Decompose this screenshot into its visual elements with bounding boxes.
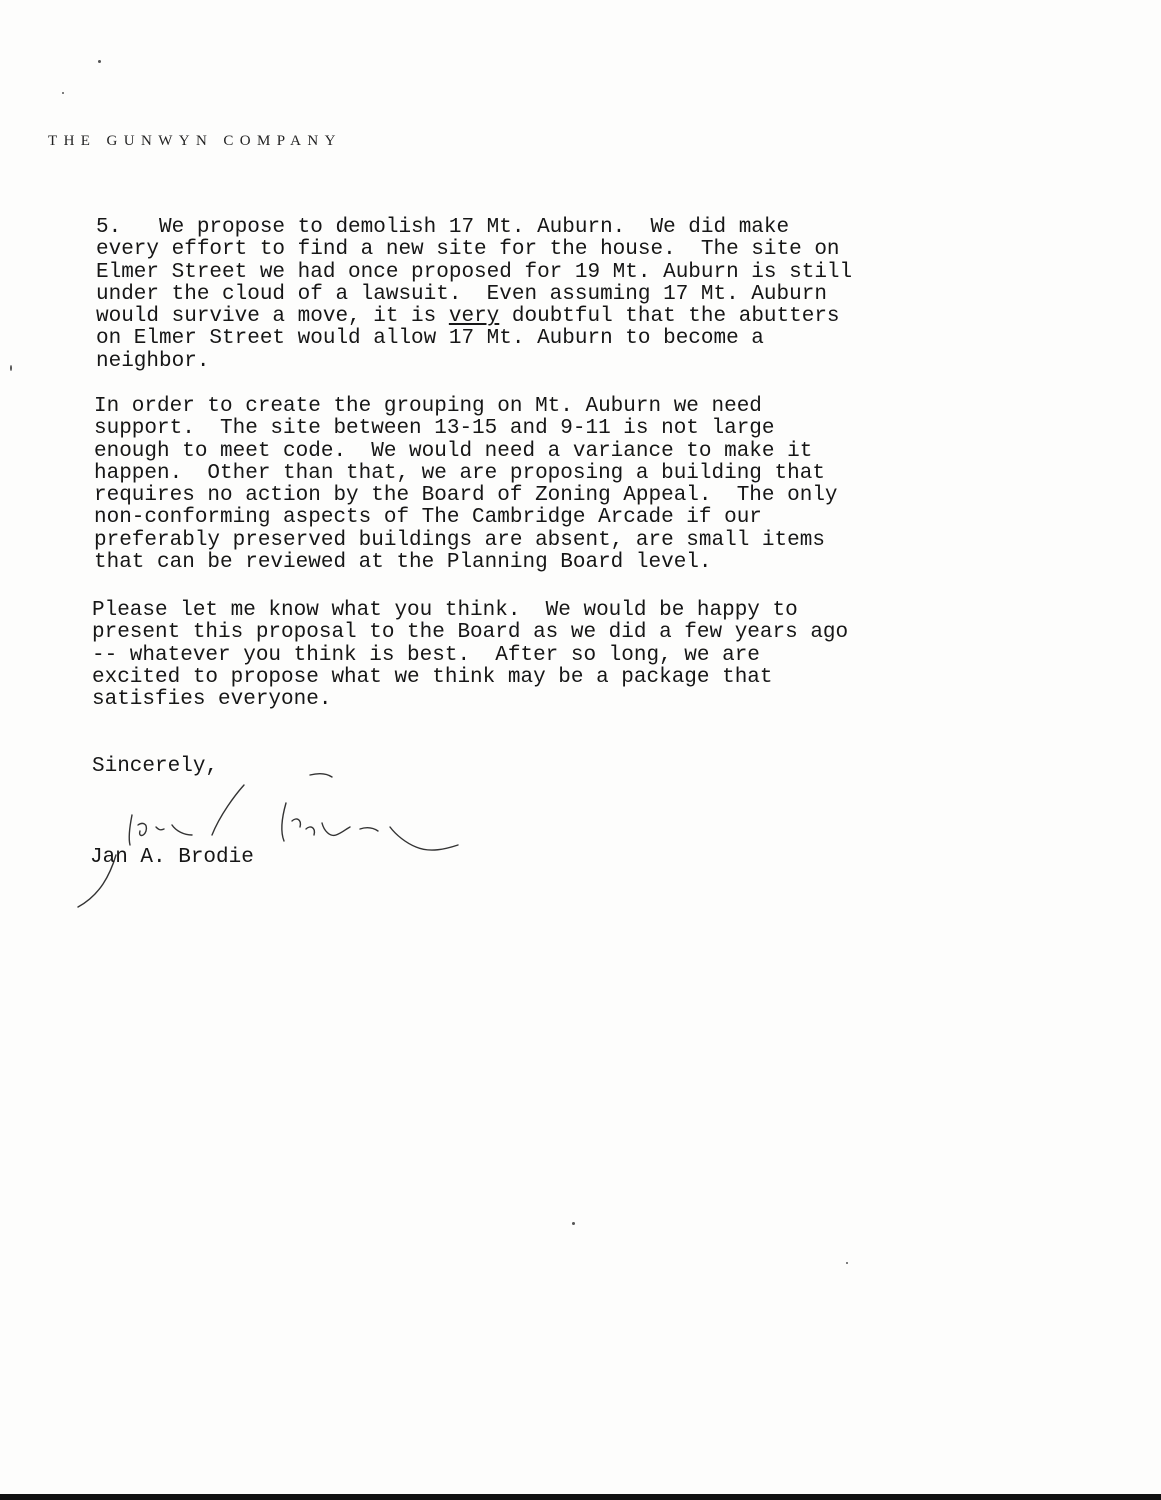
paragraph-grouping: In order to create the grouping on Mt. Auburn we need support. The site between 13-15 and 9-11 is not large enough to meet code. We would need a variance to make it happen. Other than that, we are proposing a building that requires no action by the Board of Zoning Appeal. The only non-conforming aspects of The Cambridge Arcade if our preferably preserved buildings are absent, are small items that can be reviewed at the Planning Board level. [94,395,838,575]
scan-speck [62,92,64,94]
underlined-word: very [448,305,500,329]
paragraph-demolish-text-end: doubtful that the abutters on Elmer Street would allow 17 Mt. Auburn to become a neighbor. [96,305,840,373]
scan-speck [572,1222,575,1225]
paragraph-closing-remarks: Please let me know what you think. We would be happy to present this proposal to the Board as we did a few years ago -- whatever you think is best. After so long, we are excited to propose what we think may be a package that satisfies everyone. [92,599,849,712]
scan-edge [0,1494,1161,1500]
signer-name: Jan A. Brodie [90,846,254,869]
salutation: Sincerely, [92,755,219,778]
paragraph-demolish [96,217,852,373]
scan-speck [10,365,12,371]
paragraph-demolish-text-start: 5. We propose to demolish 17 Mt. Auburn. We did make every effort to find a new site for the house. The site on Elmer Street we had once proposed for 19 Mt. Auburn is still under the cloud of a lawsuit. Even assuming 17 Mt. Auburn would survive a move, it is [96,216,853,329]
scan-speck [98,60,101,63]
handwritten-signature [60,765,480,915]
scan-speck [846,1262,848,1264]
letterhead: THE GUNWYN COMPANY [48,133,342,149]
